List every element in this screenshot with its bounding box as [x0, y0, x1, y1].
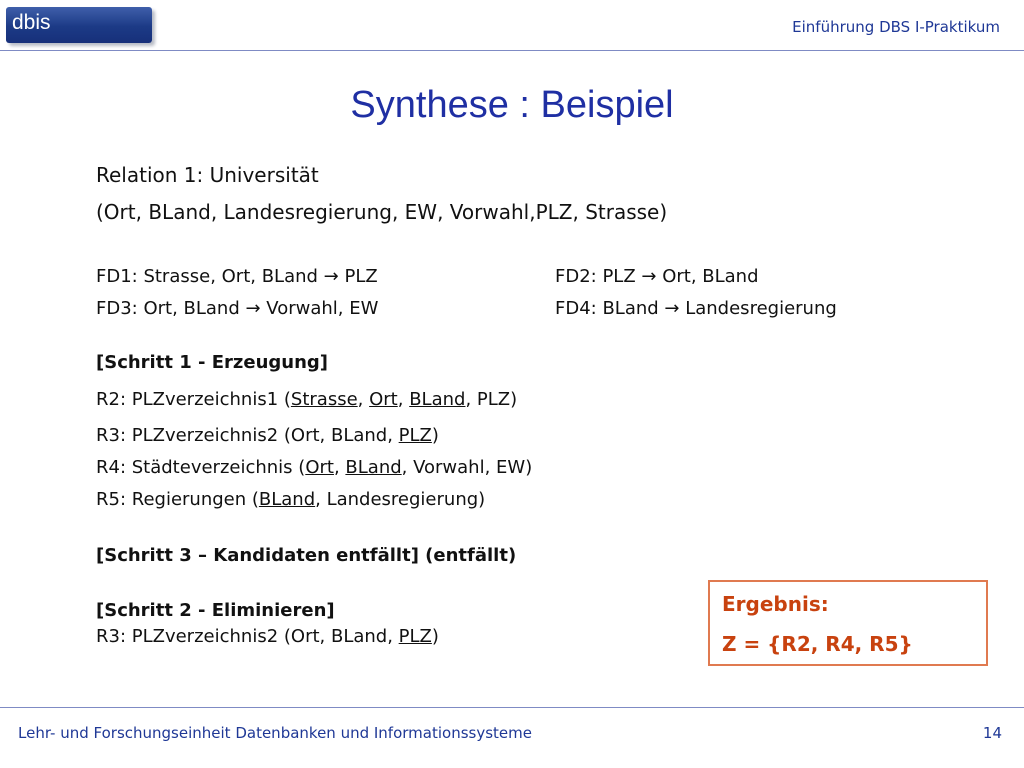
r4-key-ort: Ort	[305, 457, 334, 478]
schritt3-heading: [Schritt 3 – Kandidaten entfällt] (entfällt)	[96, 545, 517, 566]
fd3-text: FD3: Ort, BLand → Vorwahl, EW	[96, 298, 379, 319]
fd4-text: FD4: BLand → Landesregierung	[555, 298, 837, 319]
relation-r3	[96, 425, 439, 446]
r5-suffix: , Landesregierung)	[315, 489, 486, 510]
footer-divider	[0, 707, 1024, 708]
relation-r5	[96, 489, 485, 510]
r2-key-strasse: Strasse	[290, 389, 358, 410]
r2-key-bland: BLand	[409, 389, 466, 410]
schritt1-heading: [Schritt 1 - Erzeugung]	[96, 352, 329, 373]
logo-text: dbis	[12, 11, 51, 34]
r2-sep1: ,	[357, 389, 370, 410]
relation-attributes: (Ort, BLand, Landesregierung, EW, Vorwahl,PLZ, Strasse)	[96, 200, 668, 224]
r4-prefix: R4: Städteverzeichnis (	[96, 457, 306, 478]
course-title: Einführung DBS I-Praktikum	[792, 18, 1000, 36]
relation-r2	[96, 389, 517, 410]
r4-suffix: , Vorwahl, EW)	[401, 457, 533, 478]
r5-prefix: R5: Regierungen (	[96, 489, 259, 510]
r3-suffix: )	[431, 425, 439, 446]
relation-name: Relation 1: Universität	[96, 163, 319, 187]
header-divider	[0, 50, 1024, 51]
relation-r4	[96, 457, 532, 478]
r2-suffix: , PLZ)	[465, 389, 518, 410]
relation-r3-eliminated	[96, 626, 439, 647]
fd2-text: FD2: PLZ → Ort, BLand	[555, 266, 759, 287]
r3b-key-plz: PLZ	[398, 626, 432, 647]
dbis-logo	[6, 7, 152, 43]
r3-prefix: R3: PLZverzeichnis2 (Ort, BLand,	[96, 425, 399, 446]
page-number: 14	[982, 724, 1002, 742]
r4-key-bland: BLand	[345, 457, 402, 478]
result-label: Ergebnis:	[722, 592, 829, 616]
r4-sep1: ,	[333, 457, 346, 478]
slide-title: Synthese : Beispiel	[350, 84, 674, 126]
r2-prefix: R2: PLZverzeichnis1 (	[96, 389, 291, 410]
r2-sep2: ,	[397, 389, 410, 410]
r3-key-plz: PLZ	[398, 425, 432, 446]
schritt2-heading: [Schritt 2 - Eliminieren]	[96, 600, 335, 621]
r3b-prefix: R3: PLZverzeichnis2 (Ort, BLand,	[96, 626, 399, 647]
footer-institution: Lehr- und Forschungseinheit Datenbanken und Informationssysteme	[18, 724, 532, 742]
result-box	[708, 580, 988, 666]
fd1-text: FD1: Strasse, Ort, BLand → PLZ	[96, 266, 378, 287]
r2-key-ort: Ort	[369, 389, 398, 410]
r5-key-bland: BLand	[258, 489, 316, 510]
r3b-suffix: )	[431, 626, 439, 647]
result-value: Z = {R2, R4, R5}	[722, 632, 913, 656]
